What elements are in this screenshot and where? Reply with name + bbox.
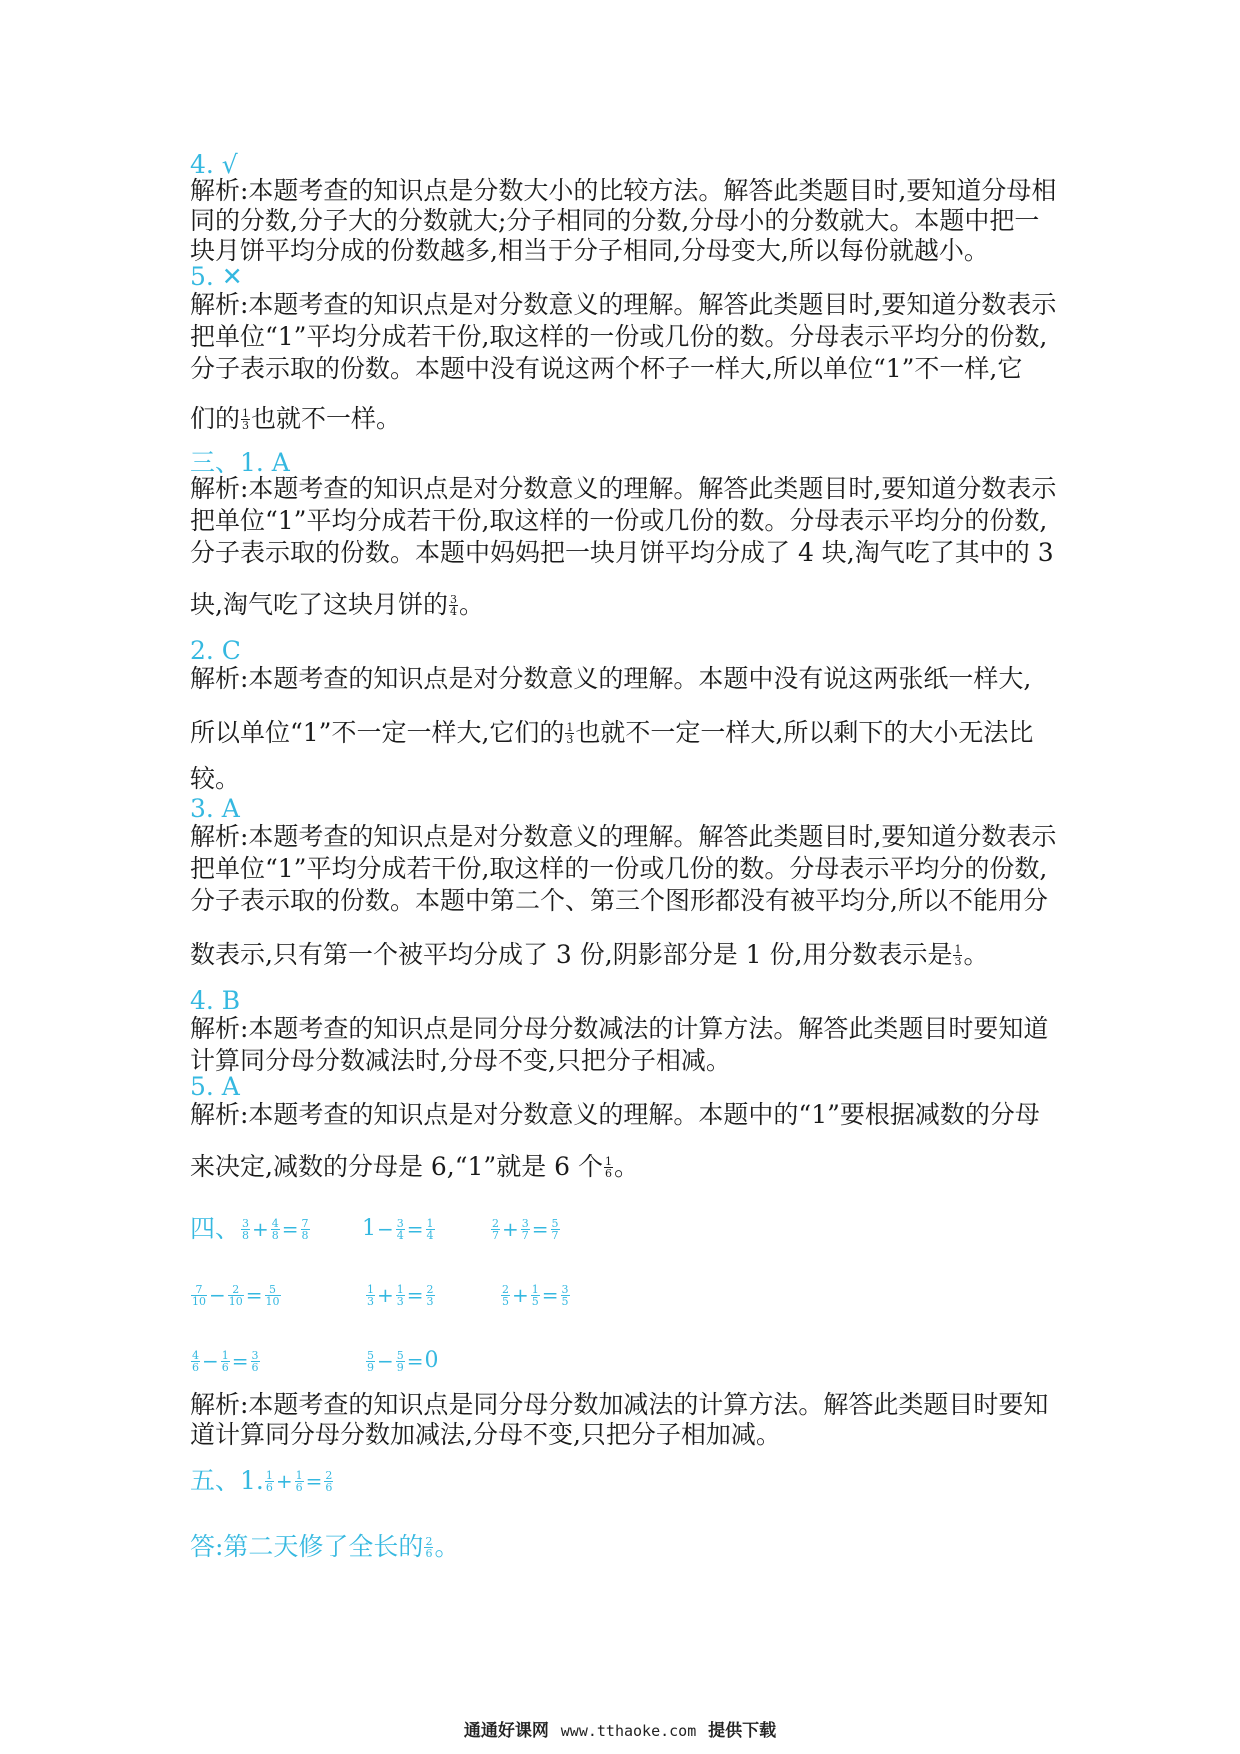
- line-text: 所以单位“1”不一定一样大,它们的: [190, 718, 565, 747]
- explanation-line: [190, 590, 484, 620]
- equation-4: [190, 1280, 282, 1310]
- numerator: 2: [425, 1534, 433, 1548]
- equals-sign: =: [231, 1349, 249, 1373]
- denominator: 6: [325, 1480, 333, 1494]
- numerator: 1: [566, 720, 574, 734]
- explanation-line: 同的分数,分子大的分数就大;分子相同的分数,分母小的分数就大。本题中把一: [190, 206, 1040, 235]
- fraction: [271, 1218, 280, 1241]
- answer-heading-4: 4. √: [190, 150, 238, 179]
- numerator: 2: [492, 1216, 499, 1230]
- fraction: [449, 594, 458, 617]
- explanation-line: 解析:本题考查的知识点是同分母分数加减法的计算方法。解答此类题目时要知: [190, 1390, 1049, 1419]
- operator: +: [377, 1283, 394, 1307]
- numerator: 1: [605, 1154, 613, 1168]
- whole-number: 1: [362, 1216, 376, 1241]
- denominator: 3: [566, 732, 574, 746]
- section-heading-3: 三、1. A: [190, 448, 290, 477]
- denominator: 6: [425, 1546, 433, 1560]
- denominator: 4: [396, 1228, 404, 1242]
- numerator: 5: [269, 1282, 277, 1296]
- numerator: 4: [271, 1216, 279, 1230]
- explanation-line: 块月饼平均分成的份数越多,相当于分子相同,分母变大,所以每份就越小。: [190, 236, 989, 265]
- answer-heading: 5. A: [190, 1072, 240, 1101]
- denominator: 3: [242, 418, 250, 432]
- explanation-line: 解析:本题考查的知识点是对分数意义的理解。本题中的“1”要根据减数的分母: [190, 1100, 1040, 1129]
- denominator: 3: [426, 1294, 434, 1308]
- answer-sentence: [190, 1532, 459, 1562]
- equals-sign: =: [406, 1217, 424, 1241]
- footer-site-name: 通通好课网: [463, 1721, 549, 1741]
- explanation-line: [190, 718, 1033, 748]
- denominator: 4: [426, 1228, 434, 1242]
- fraction: [396, 1350, 405, 1373]
- line-text: 答:第二天修了全长的: [190, 1532, 424, 1561]
- answer-heading-5: 5. ✕: [190, 262, 243, 291]
- line-text: 。: [963, 940, 989, 969]
- numerator: 1: [396, 1282, 404, 1296]
- line-text: 数表示,只有第一个被平均分成了 3 份,阴影部分是 1 份,用分数表示是: [190, 940, 953, 969]
- fraction: [396, 1218, 405, 1241]
- denominator: 6: [251, 1360, 259, 1374]
- equals-sign: =: [305, 1469, 323, 1493]
- operator: −: [202, 1349, 219, 1373]
- numerator: 2: [232, 1282, 240, 1296]
- fraction: [191, 1284, 207, 1307]
- equation-2: [362, 1214, 436, 1244]
- numerator: 3: [561, 1282, 569, 1296]
- equals-sign: =: [406, 1349, 424, 1373]
- denominator: 9: [396, 1360, 404, 1374]
- fraction: [551, 1218, 560, 1241]
- denominator: 5: [502, 1294, 509, 1308]
- line-text: 。: [614, 1152, 640, 1181]
- equals-sign: =: [541, 1283, 559, 1307]
- numerator: 2: [426, 1282, 434, 1296]
- fraction: [565, 722, 574, 745]
- numerator: 1: [954, 942, 962, 956]
- numerator: 5: [551, 1216, 559, 1230]
- numerator: 7: [195, 1282, 203, 1296]
- explanation-line: [190, 940, 988, 970]
- fraction: [426, 1284, 435, 1307]
- denominator: 7: [521, 1228, 529, 1242]
- numerator: 3: [449, 592, 457, 606]
- fraction: [228, 1284, 244, 1307]
- denominator: 3: [396, 1294, 404, 1308]
- explanation-line: 分子表示取的份数。本题中妈妈把一块月饼平均分成了 4 块,淘气吃了其中的 3: [190, 538, 1054, 567]
- footer-url[interactable]: www.tthaoke.com: [560, 1722, 697, 1740]
- line-text: 也就不一定一样大,所以剩下的大小无法比: [575, 718, 1034, 747]
- operator: +: [502, 1217, 519, 1241]
- fraction: [501, 1284, 510, 1307]
- explanation-line: 解析:本题考查的知识点是对分数意义的理解。解答此类题目时,要知道分数表示: [190, 822, 1057, 851]
- answer-heading: 2. C: [190, 636, 241, 665]
- denominator: 10: [265, 1294, 280, 1308]
- numerator: 1: [265, 1468, 273, 1482]
- numerator: 5: [396, 1348, 404, 1362]
- numerator: 2: [325, 1468, 333, 1482]
- explanation-line: 解析:本题考查的知识点是分数大小的比较方法。解答此类题目时,要知道分母相: [190, 176, 1057, 205]
- equals-sign: =: [531, 1217, 549, 1241]
- explanation-line: 解析:本题考查的知识点是同分母分数减法的计算方法。解答此类题目时要知道: [190, 1014, 1049, 1043]
- fraction: [366, 1350, 375, 1373]
- denominator: 8: [271, 1228, 279, 1242]
- explanation-line: 解析:本题考查的知识点是对分数意义的理解。解答此类题目时,要知道分数表示: [190, 474, 1057, 503]
- explanation-line: 把单位“1”平均分成若干份,取这样的一份或几份的数。分母表示平均分的份数,: [190, 506, 1048, 535]
- line-text: 们的: [190, 404, 241, 433]
- numerator: 1: [242, 406, 250, 420]
- explanation-line: 较。: [190, 764, 241, 793]
- fraction: [426, 1218, 435, 1241]
- denominator: 9: [367, 1360, 374, 1374]
- denominator: 5: [561, 1294, 569, 1308]
- operator: +: [252, 1217, 269, 1241]
- explanation-line: 把单位“1”平均分成若干份,取这样的一份或几份的数。分母表示平均分的份数,: [190, 854, 1048, 883]
- fraction: [265, 1284, 281, 1307]
- numerator: 1: [295, 1468, 303, 1482]
- explanation-line: 分子表示取的份数。本题中没有说这两个杯子一样大,所以单位“1”不一样,它: [190, 354, 1023, 383]
- equation-3: [490, 1214, 561, 1244]
- denominator: 7: [492, 1228, 499, 1242]
- numerator: 4: [192, 1348, 199, 1362]
- fraction: [491, 1218, 500, 1241]
- operator: −: [377, 1349, 394, 1373]
- fraction: [221, 1350, 230, 1373]
- denominator: 10: [192, 1294, 206, 1308]
- explanation-line: 解析:本题考查的知识点是对分数意义的理解。解答此类题目时,要知道分数表示: [190, 290, 1057, 319]
- explanation-line: 分子表示取的份数。本题中第二个、第三个图形都没有被平均分,所以不能用分: [190, 886, 1048, 915]
- numerator: 1: [221, 1348, 229, 1362]
- fraction: [191, 1350, 200, 1373]
- explanation-line: [190, 1152, 639, 1182]
- fraction: [561, 1284, 570, 1307]
- line-text: 也就不一样。: [251, 404, 402, 433]
- operator: −: [377, 1217, 394, 1241]
- equation-6: [500, 1280, 571, 1310]
- numerator: 1: [426, 1216, 434, 1230]
- denominator: 5: [531, 1294, 539, 1308]
- operator: −: [209, 1283, 226, 1307]
- denominator: 8: [301, 1228, 309, 1242]
- fraction: [366, 1284, 375, 1307]
- explanation-line: 解析:本题考查的知识点是对分数意义的理解。本题中没有说这两张纸一样大,: [190, 664, 1032, 693]
- denominator: 4: [449, 604, 457, 618]
- denominator: 8: [242, 1228, 250, 1242]
- fraction: [531, 1284, 540, 1307]
- numerator: 2: [502, 1282, 509, 1296]
- equals-sign: =: [406, 1283, 424, 1307]
- denominator: 10: [228, 1294, 243, 1308]
- fraction: [301, 1218, 310, 1241]
- fraction: [241, 408, 250, 431]
- answer-heading: 3. A: [190, 794, 240, 823]
- answer-heading: 4. B: [190, 986, 241, 1015]
- equation-7: [190, 1346, 261, 1376]
- denominator: 6: [605, 1166, 613, 1180]
- denominator: 6: [221, 1360, 229, 1374]
- denominator: 3: [367, 1294, 374, 1308]
- denominator: 3: [954, 954, 962, 968]
- line-text: 块,淘气吃了这块月饼的: [190, 590, 448, 619]
- fraction: [324, 1470, 333, 1493]
- explanation-line: 计算同分母分数减法时,分母不变,只把分子相减。: [190, 1046, 731, 1075]
- operator: +: [512, 1283, 529, 1307]
- section-heading-4: 四、: [190, 1214, 241, 1243]
- fraction: [396, 1284, 405, 1307]
- equation-1: [190, 1214, 311, 1244]
- result-value: 0: [424, 1348, 439, 1373]
- equals-sign: =: [281, 1217, 299, 1241]
- fraction: [251, 1350, 260, 1373]
- numerator: 3: [251, 1348, 259, 1362]
- line-text: 来决定,减数的分母是 6,“1”就是 6 个: [190, 1152, 604, 1181]
- numerator: 5: [367, 1348, 374, 1362]
- numerator: 1: [367, 1282, 374, 1296]
- footer-suffix: 提供下载: [708, 1721, 777, 1741]
- denominator: 6: [192, 1360, 199, 1374]
- fraction: [265, 1470, 274, 1493]
- line-text: 。: [434, 1532, 460, 1561]
- denominator: 6: [295, 1480, 303, 1494]
- page-footer: [0, 1716, 1240, 1741]
- line-text: 。: [458, 590, 484, 619]
- fraction: [521, 1218, 530, 1241]
- equals-sign: =: [245, 1283, 263, 1307]
- operator: +: [275, 1469, 293, 1493]
- numerator: 1: [531, 1282, 539, 1296]
- numerator: 7: [301, 1216, 309, 1230]
- section-heading-5: [190, 1466, 334, 1496]
- explanation-line: [190, 404, 401, 434]
- explanation-line: 把单位“1”平均分成若干份,取这样的一份或几份的数。分母表示平均分的份数,: [190, 322, 1048, 351]
- fraction: [604, 1156, 613, 1179]
- fraction: [241, 1218, 250, 1241]
- denominator: 6: [265, 1480, 273, 1494]
- explanation-line: 道计算同分母分数加减法,分母不变,只把分子相加减。: [190, 1420, 781, 1449]
- denominator: 7: [551, 1228, 559, 1242]
- fraction: [953, 944, 962, 967]
- numerator: 3: [242, 1216, 250, 1230]
- numerator: 3: [521, 1216, 529, 1230]
- equation-8: [365, 1346, 439, 1376]
- line-text: 五、1.: [190, 1466, 264, 1495]
- fraction: [424, 1536, 433, 1559]
- fraction: [295, 1470, 304, 1493]
- numerator: 3: [396, 1216, 404, 1230]
- equation-5: [365, 1280, 436, 1310]
